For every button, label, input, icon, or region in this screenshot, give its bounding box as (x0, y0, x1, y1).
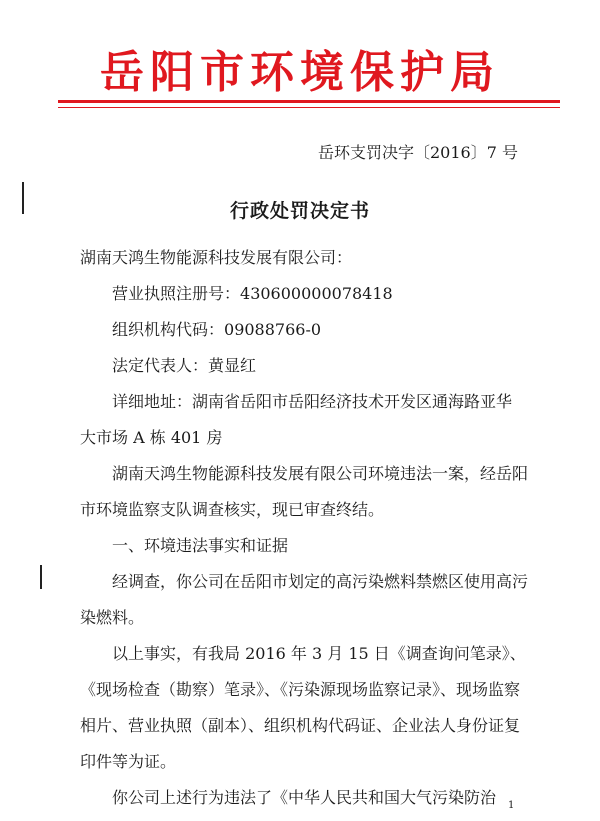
findings-paragraph: 经调查，你公司在岳阳市划定的高污染燃料禁燃区使用高污染燃料。 (80, 572, 529, 627)
address-value: 湖南省岳阳市岳阳经济技术开发区通海路亚华大市场 A 栋 401 房 (80, 392, 513, 447)
binding-mark (40, 565, 42, 589)
org-code-label: 组织机构代码： (112, 320, 225, 339)
intro-paragraph: 湖南天鸿生物能源科技发展有限公司环境违法一案，经岳阳市环境监察支队调查核实，现已审查终结。 (80, 464, 529, 519)
section-heading: 一、环境违法事实和证据 (112, 536, 289, 555)
address-line (80, 384, 528, 456)
legal-rep-line (80, 348, 528, 384)
org-code-value: 09088766-0 (224, 320, 322, 339)
document-body (80, 240, 528, 816)
violation-paragraph: 你公司上述行为违法了《中华人民共和国大气污染防治 (112, 788, 497, 807)
header-rule-thin (58, 107, 560, 108)
evidence-paragraph: 以上事实，有我局 2016 年 3 月 15 日《调查询问笔录》、《现场检查（勘察）笔录》、《污染源现场监察记录》、现场监察相片、营业执照（副本）、组织机构代码证、企业法人身份证复印件等为证。 (80, 644, 526, 771)
legal-rep-value: 黄显红 (208, 356, 257, 375)
address-label: 详细地址： (112, 392, 193, 411)
license-label: 营业执照注册号： (112, 284, 241, 303)
recipient-line: 湖南天鸿生物能源科技发展有限公司： (80, 248, 353, 267)
agency-header: 岳阳市环境保护局 (100, 47, 500, 98)
document-number: 岳环支罚决字〔2016〕7 号 (318, 143, 518, 162)
page-number: 1 (508, 800, 515, 811)
org-code-line (80, 312, 528, 348)
header-rule-thick (58, 100, 560, 103)
document-title: 行政处罚决定书 (229, 200, 370, 222)
license-line (80, 276, 528, 312)
legal-rep-label: 法定代表人： (112, 356, 209, 375)
license-value: 430600000078418 (240, 284, 393, 303)
